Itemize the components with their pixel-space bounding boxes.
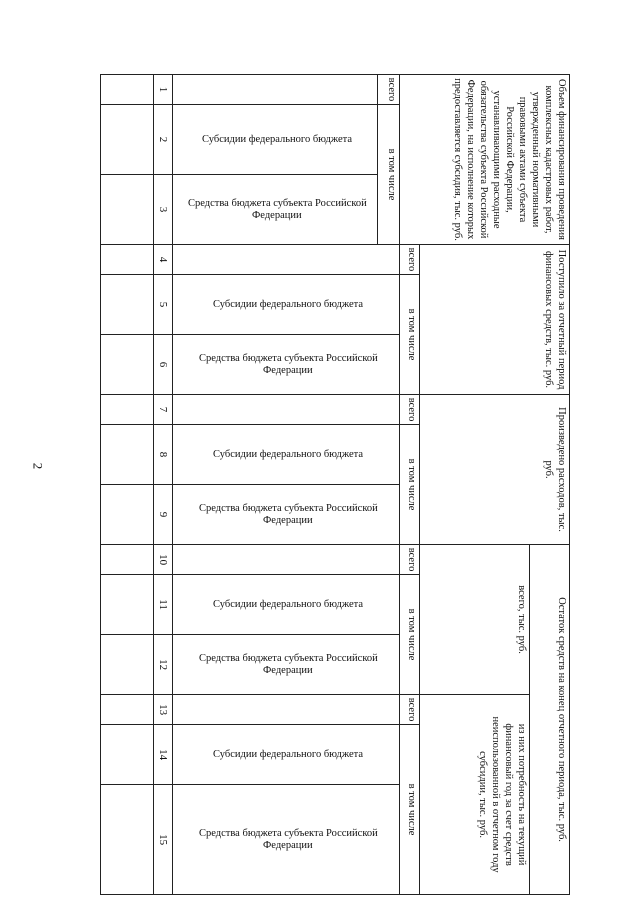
colnum-10: 10	[154, 545, 173, 575]
header-balance: Остаток средств на конец отчетного периода, тыс. руб.	[530, 545, 570, 895]
colnum-9: 9	[154, 485, 173, 545]
colnum-1: 1	[154, 75, 173, 105]
data-cell	[101, 275, 154, 335]
subhead-empty-4	[173, 245, 400, 275]
column-number-row	[154, 75, 173, 895]
data-cell	[101, 335, 154, 395]
subhead-federal-2: Субсидии федерального бюджета	[173, 105, 378, 175]
subhead-regional-15: Средства бюджета субъекта Российской Федерации	[173, 785, 400, 895]
colnum-15: 15	[154, 785, 173, 895]
header-total-7: всего	[400, 395, 420, 425]
data-cell	[101, 75, 154, 105]
header-spent: Произведено расходов, тыс. руб.	[420, 395, 570, 545]
header-including-2-3: в том числе	[378, 105, 400, 245]
header-balance-need: из них потребность на текущий финансовый год за счет средств неиспользованной в отчетном году субсидии, тыс. руб.	[420, 695, 530, 895]
subhead-federal-8: Субсидии федерального бюджета	[173, 425, 400, 485]
data-cell	[101, 395, 154, 425]
colnum-6: 6	[154, 335, 173, 395]
subhead-regional-6: Средства бюджета субъекта Российской Федерации	[173, 335, 400, 395]
subhead-regional-9: Средства бюджета субъекта Российской Федерации	[173, 485, 400, 545]
subhead-empty-10	[173, 545, 400, 575]
subhead-empty-1	[173, 75, 378, 105]
colnum-3: 3	[154, 175, 173, 245]
data-cell	[101, 725, 154, 785]
subhead-federal-11: Субсидии федерального бюджета	[173, 575, 400, 635]
colnum-8: 8	[154, 425, 173, 485]
colnum-13: 13	[154, 695, 173, 725]
colnum-12: 12	[154, 635, 173, 695]
empty-data-row	[101, 75, 154, 895]
colnum-14: 14	[154, 725, 173, 785]
colnum-7: 7	[154, 395, 173, 425]
header-including-14-15: в том числе	[400, 725, 420, 895]
subhead-regional-12: Средства бюджета субъекта Российской Федерации	[173, 635, 400, 695]
colnum-11: 11	[154, 575, 173, 635]
data-cell	[101, 785, 154, 895]
data-cell	[101, 635, 154, 695]
header-total-4: всего	[400, 245, 420, 275]
subhead-regional-3: Средства бюджета субъекта Российской Федерации	[173, 175, 378, 245]
page-number: 2	[30, 462, 46, 470]
header-balance-total: всего, тыс. руб.	[420, 545, 530, 695]
data-cell	[101, 485, 154, 545]
financing-report-table	[100, 74, 570, 895]
header-total-10: всего	[400, 545, 420, 575]
subhead-empty-13	[173, 695, 400, 725]
header-total-1: всего	[378, 75, 400, 105]
subhead-federal-14: Субсидии федерального бюджета	[173, 725, 400, 785]
header-including-5-6: в том числе	[400, 275, 420, 395]
data-cell	[101, 575, 154, 635]
header-total-13: всего	[400, 695, 420, 725]
data-cell	[101, 105, 154, 175]
subhead-empty-7	[173, 395, 400, 425]
header-including-11-12: в том числе	[400, 575, 420, 695]
data-cell	[101, 695, 154, 725]
colnum-4: 4	[154, 245, 173, 275]
header-volume: Объем финансирования проведения комплексных кадастровых работ, утвержденный нормативными правовыми актами субъекта Российской Федерации, устанавливающими расходные обязательства субъекта Российской Федерации, на исполнение которых предоставляется субсидия, тыс. руб.	[400, 75, 570, 245]
data-cell	[101, 425, 154, 485]
data-cell	[101, 175, 154, 245]
header-including-8-9: в том числе	[400, 425, 420, 545]
rotated-table-wrapper	[100, 74, 570, 894]
subhead-federal-5: Субсидии федерального бюджета	[173, 275, 400, 335]
data-cell	[101, 545, 154, 575]
colnum-5: 5	[154, 275, 173, 335]
header-received: Поступило за отчетный период финансовых средств, тыс. руб.	[420, 245, 570, 395]
data-cell	[101, 245, 154, 275]
colnum-2: 2	[154, 105, 173, 175]
